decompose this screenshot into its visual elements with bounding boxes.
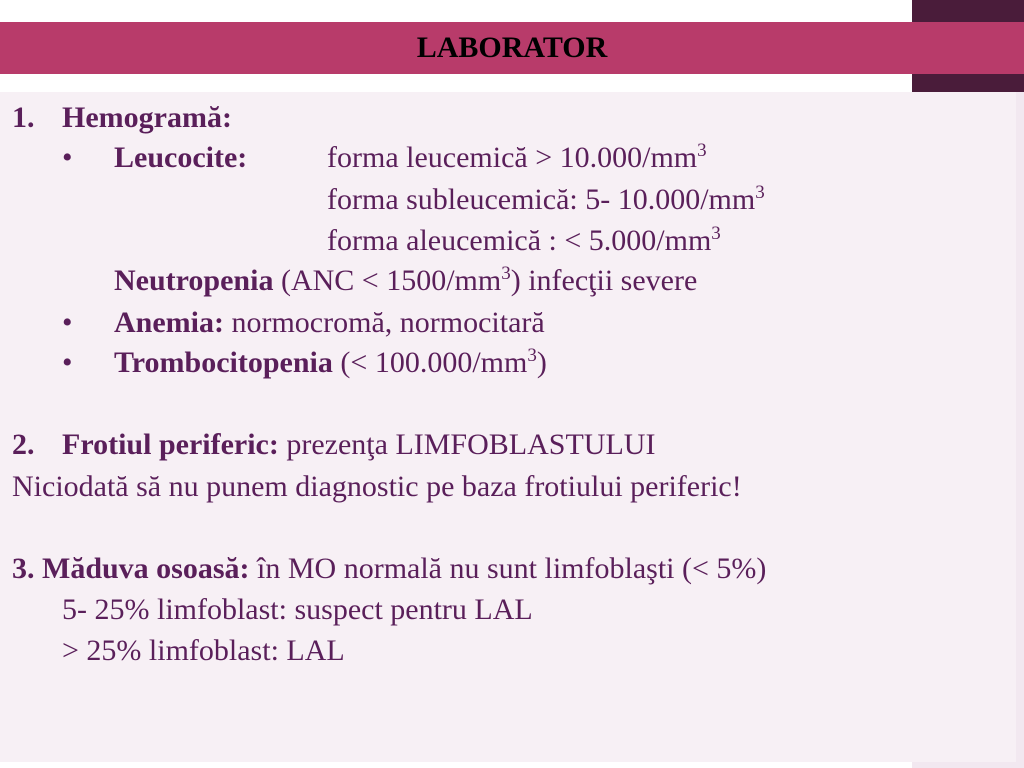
bullet-anemia: •: [62, 306, 73, 339]
trombocitopenia-line: Trombocitopenia (< $100.000/mm^3$): [114, 345, 547, 379]
leucocite-line-2: forma subleucemică: 5- $10.000/mm^3$: [327, 182, 765, 216]
bullet-trombocitopenia: •: [62, 346, 73, 379]
frotiu-number: 2.: [12, 428, 35, 461]
maduva-line-2: > 25% limfoblast: LAL: [62, 634, 345, 667]
leucocite-line-1: forma leucemică > $10.000/mm^3$: [327, 140, 707, 174]
maduva-line: 3. Măduva osoasă: în MO normală nu sunt limfoblaşti (< 5%): [12, 552, 767, 585]
hemograma-number: 1.: [12, 101, 35, 134]
frotiu-note: Niciodată să nu punem diagnostic pe baza frotiului periferic!: [12, 470, 742, 503]
anemia-line: Anemia: normocromă, normocitară: [114, 306, 545, 339]
slide-title: LABORATOR: [416, 31, 608, 64]
leucocite-label: Leucocite:: [114, 141, 248, 174]
bullet-leucocite: •: [62, 141, 73, 174]
maduva-line-1: 5- 25% limfoblast: suspect pentru LAL: [62, 593, 533, 626]
hemograma-heading: Hemogramă:: [62, 101, 232, 134]
leucocite-line-3: forma aleucemică : < $5.000/mm^3$: [327, 223, 721, 257]
frotiu-line: Frotiul periferic: prezenţa LIMFOBLASTULUI: [62, 428, 656, 461]
neutropenia-line: Neutropenia $(ANC < 1500/mm^3)$ infecţii severe: [114, 263, 698, 297]
